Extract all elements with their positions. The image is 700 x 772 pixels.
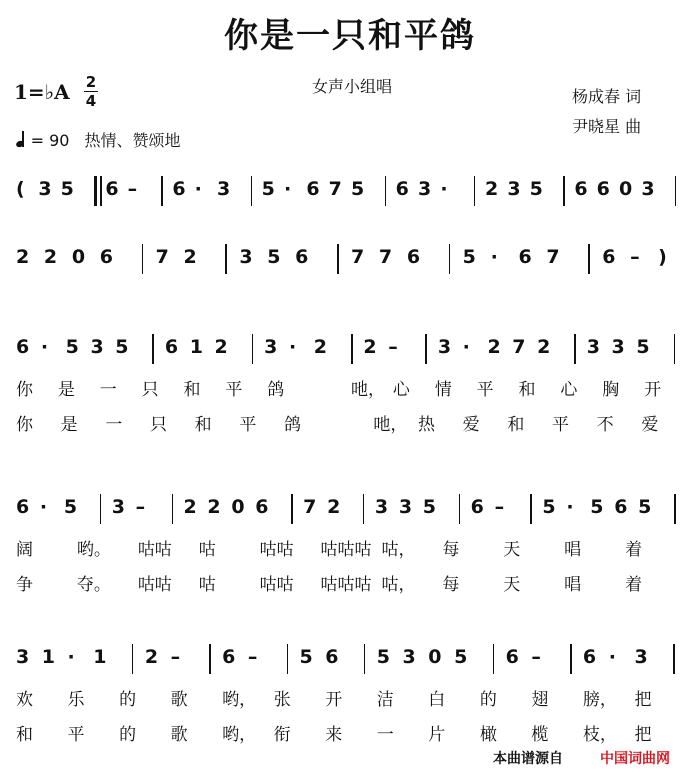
- lyric-syllable: 爱: [462, 415, 480, 435]
- lyric-syllable: 热: [418, 415, 435, 435]
- barline: [152, 334, 154, 364]
- lyric-syllable: 和: [507, 415, 525, 435]
- score-note: ·: [490, 246, 498, 268]
- score-note: 2: [16, 246, 30, 268]
- barline: [225, 244, 227, 274]
- lyricist: 杨成春 词: [572, 87, 642, 106]
- lyric-syllable: 唱: [564, 575, 582, 595]
- score-note: ·: [67, 646, 75, 668]
- score-note: 6: [172, 178, 186, 200]
- score-note: –: [388, 336, 398, 358]
- lyric-syllable: 翅: [531, 690, 549, 710]
- time-sig-bottom: 4: [85, 92, 97, 110]
- score-note: 7: [378, 246, 393, 268]
- barline: [385, 176, 387, 206]
- lyric-syllable: 吔，: [373, 415, 408, 435]
- barline: [563, 176, 565, 206]
- barline: [337, 244, 339, 274]
- score-note: 1: [93, 646, 107, 668]
- barline: [142, 244, 144, 274]
- composer: 尹晓星 曲: [572, 117, 642, 136]
- lyric-syllable: 片: [428, 725, 446, 745]
- score-note: –: [127, 178, 138, 200]
- score-note: 5: [115, 336, 129, 358]
- lyric-syllable: 每: [442, 575, 460, 595]
- score-note: 2: [313, 336, 327, 358]
- page-title: 你是一只和平鸽: [224, 16, 476, 56]
- lyric-syllable: 是: [57, 380, 75, 400]
- score-note: 2: [363, 336, 377, 358]
- score-note: –: [247, 646, 258, 668]
- lyric-syllable: 开: [644, 380, 662, 400]
- lyric-syllable: 歌: [170, 690, 188, 710]
- score-note: 2: [537, 336, 551, 358]
- score-row: [10, 640, 690, 745]
- score-note: 5: [454, 646, 468, 668]
- lyric-syllable: 一: [376, 725, 394, 745]
- barline: [100, 494, 102, 524]
- score-note: 6: [518, 246, 532, 268]
- score-note: –: [170, 646, 181, 668]
- barline: [530, 494, 532, 524]
- score-note: 0: [428, 646, 442, 668]
- score-note: ·: [39, 496, 48, 518]
- score-note: 7: [155, 246, 169, 268]
- score-note: 3: [239, 246, 253, 268]
- score-note: 5: [60, 178, 74, 200]
- lyric-syllable: 咕咕: [137, 575, 172, 595]
- score-note: 5: [299, 646, 313, 668]
- lyric-syllable: 的: [119, 690, 137, 710]
- barline: [493, 644, 495, 674]
- score-note: 3: [634, 646, 648, 668]
- score-note: 1: [41, 646, 55, 668]
- lyric-syllable: 膀，: [582, 690, 617, 710]
- lyric-syllable: 把: [634, 690, 652, 710]
- score-note: 3: [16, 646, 30, 668]
- score-note: 2: [214, 336, 228, 358]
- lyric-syllable: 天: [503, 540, 521, 560]
- barline: [449, 244, 451, 274]
- score-note: 6: [16, 336, 30, 358]
- score-note: 7: [328, 178, 342, 200]
- score-note: 3: [402, 646, 416, 668]
- score-note: 6: [255, 496, 269, 518]
- subtitle: 女声小组唱: [312, 77, 393, 96]
- score-note: 3: [611, 336, 625, 358]
- barline: [132, 644, 134, 674]
- time-sig-top: 2: [85, 73, 97, 91]
- score-note: 5: [590, 496, 604, 518]
- score-note: –: [630, 246, 640, 268]
- key-signature: 1=♭A: [14, 80, 70, 104]
- lyric-syllable: 咕咕: [259, 575, 294, 595]
- score-note: 5: [63, 496, 78, 518]
- lyric-syllable: 平: [552, 415, 569, 435]
- lyric-syllable: 咕: [198, 540, 216, 560]
- lyric-syllable: 心: [560, 380, 578, 400]
- score-note: 0: [231, 496, 245, 518]
- barline: [252, 334, 254, 364]
- barline: [363, 494, 365, 524]
- score-note: 6: [574, 178, 588, 200]
- lyric-syllable: 乐: [67, 690, 85, 710]
- barline: [100, 176, 102, 206]
- score-row: [10, 172, 690, 212]
- score-note: ·: [194, 178, 202, 200]
- score-note: 2: [487, 336, 501, 358]
- score-note: 2: [43, 246, 58, 268]
- barline: [172, 494, 174, 524]
- score-note: 7: [351, 246, 365, 268]
- score-note: 6: [406, 246, 421, 268]
- barline: [291, 494, 293, 524]
- lyric-syllable: 把: [634, 725, 652, 745]
- lyric-syllable: 一: [99, 380, 117, 400]
- lyric-syllable: 只: [141, 380, 159, 400]
- score-note: 0: [619, 178, 633, 200]
- score-note: 5: [351, 178, 365, 200]
- score-note: 3: [418, 178, 432, 200]
- score-note: 5: [261, 178, 275, 200]
- lyric-syllable: 和: [183, 380, 201, 400]
- score-note: 6: [295, 246, 309, 268]
- lyric-syllable: 咕咕咕: [320, 575, 372, 595]
- lyric-syllable: 欢: [16, 690, 33, 710]
- score-note: 6: [306, 178, 320, 200]
- score-note: 6: [105, 178, 119, 200]
- lyric-syllable: 橄: [479, 725, 497, 745]
- score-row: [10, 240, 690, 280]
- barline: [161, 176, 163, 206]
- score-note: ·: [288, 336, 297, 358]
- score-note: 3: [264, 336, 278, 358]
- barline: [674, 494, 676, 524]
- score-note: 7: [512, 336, 526, 358]
- lyric-syllable: 的: [479, 690, 497, 710]
- lyric-syllable: 咕咕: [259, 540, 294, 560]
- score-note: 5: [542, 496, 556, 518]
- score-note: 2: [183, 496, 197, 518]
- lyric-syllable: 夺。: [76, 575, 111, 595]
- score-note: 5: [267, 246, 281, 268]
- score-note: 5: [638, 496, 652, 518]
- score-note: 6: [16, 496, 30, 518]
- lyric-syllable: 白: [428, 690, 446, 710]
- barline: [673, 644, 675, 674]
- score-note: 5: [65, 336, 79, 358]
- tempo-value: = 90: [30, 131, 70, 150]
- barline: [94, 176, 97, 206]
- lyric-syllable: 是: [60, 415, 78, 435]
- lyric-syllable: 张: [273, 690, 291, 710]
- lyric-syllable: 每: [442, 540, 460, 560]
- score-note: 6: [596, 178, 610, 200]
- score-note: 3: [398, 496, 413, 518]
- score-note: 6: [582, 646, 597, 668]
- score-note: –: [494, 496, 505, 518]
- lyric-syllable: 着: [625, 540, 643, 560]
- score-note: ·: [284, 178, 292, 200]
- lyric-syllable: 天: [503, 575, 521, 595]
- score-note: 7: [303, 496, 317, 518]
- lyric-syllable: 只: [150, 415, 167, 435]
- lyric-syllable: 唱: [564, 540, 582, 560]
- lyric-syllable: 来: [325, 725, 343, 745]
- barline: [351, 334, 353, 364]
- barline: [474, 176, 476, 206]
- barline: [574, 334, 576, 364]
- lyric-syllable: 的: [119, 725, 137, 745]
- lyric-syllable: 阔: [16, 540, 33, 560]
- score-note: 6: [222, 646, 236, 668]
- score-note: 6: [395, 178, 409, 200]
- lyric-syllable: 鸽: [284, 415, 301, 435]
- score-note: –: [135, 496, 146, 518]
- lyric-syllable: 平: [239, 415, 257, 435]
- lyric-syllable: 情: [434, 380, 452, 400]
- score-note: 3: [586, 336, 600, 358]
- tempo-text: 热情、赞颂地: [84, 131, 181, 150]
- score-note: 6: [99, 246, 113, 268]
- score-note: 3: [374, 496, 389, 518]
- barline: [209, 644, 211, 674]
- lyric-syllable: 平: [225, 380, 243, 400]
- lyric-syllable: 咕: [198, 575, 216, 595]
- footer-site: 中国词曲网: [600, 751, 670, 767]
- lyric-syllable: 洁: [376, 690, 394, 710]
- footer-source: 本曲谱源自: [493, 751, 563, 767]
- score-note: 2: [207, 496, 221, 518]
- score-row: [10, 490, 690, 595]
- score-note: 3: [217, 178, 231, 200]
- score-note: 1: [189, 336, 203, 358]
- barline: [588, 244, 590, 274]
- lyric-syllable: 咕，: [381, 540, 416, 560]
- lyric-syllable: 和: [194, 415, 212, 435]
- score-note: 2: [327, 496, 341, 518]
- lyric-syllable: 哟，: [222, 690, 257, 710]
- lyric-syllable: 衔: [273, 725, 291, 745]
- score-note: ·: [440, 178, 448, 200]
- lyric-syllable: 一: [105, 415, 123, 435]
- score-note: 2: [144, 646, 159, 668]
- score-note: 2: [183, 246, 197, 268]
- score-note: 7: [546, 246, 560, 268]
- lyric-syllable: 枝，: [582, 725, 617, 745]
- lyric-syllable: 爱: [641, 415, 659, 435]
- lyric-syllable: 开: [325, 690, 343, 710]
- barline: [287, 644, 289, 674]
- score-note: 6: [602, 246, 616, 268]
- score-note: 6: [470, 496, 484, 518]
- score-note: 5: [422, 496, 437, 518]
- score-note: 5: [636, 336, 650, 358]
- score-note: 5: [529, 178, 543, 200]
- score-note: ): [658, 246, 667, 268]
- barline: [251, 176, 253, 206]
- score-note: 2: [485, 178, 499, 200]
- score-note: 3: [90, 336, 104, 358]
- lyric-syllable: 你: [16, 380, 33, 400]
- score-note: ·: [40, 336, 49, 358]
- barline: [364, 644, 366, 674]
- barline: [674, 334, 676, 364]
- barline: [675, 176, 677, 206]
- lyric-syllable: 着: [625, 575, 643, 595]
- lyric-syllable: 哟，: [222, 725, 257, 745]
- lyric-syllable: 歌: [170, 725, 188, 745]
- tempo-marking: [16, 128, 181, 151]
- lyric-syllable: 你: [16, 415, 33, 435]
- score-note: 3: [38, 178, 52, 200]
- lyric-syllable: 咕咕咕: [320, 540, 372, 560]
- lyric-syllable: 和: [16, 725, 33, 745]
- score-note: 3: [507, 178, 521, 200]
- lyric-syllable: 争: [16, 575, 33, 595]
- score-note: 3: [437, 336, 452, 358]
- score-note: 6: [325, 646, 339, 668]
- score-note: 3: [641, 178, 655, 200]
- score-note: –: [531, 646, 541, 668]
- lyric-syllable: 咕咕: [137, 540, 172, 560]
- barline: [459, 494, 461, 524]
- score-note: 6: [164, 336, 179, 358]
- lyric-syllable: 榄: [531, 725, 549, 745]
- lyric-syllable: 咕，: [381, 575, 416, 595]
- score-note: (: [16, 178, 25, 200]
- time-signature: [84, 74, 98, 109]
- score-row: [10, 330, 690, 435]
- lyric-syllable: 胸: [602, 380, 620, 400]
- score-note: 0: [71, 246, 86, 268]
- lyric-syllable: 不: [596, 415, 614, 435]
- score-note: 6: [505, 646, 519, 668]
- lyric-syllable: 哟。: [76, 540, 111, 560]
- barline: [425, 334, 427, 364]
- score-note: 6: [614, 496, 628, 518]
- score-note: ·: [462, 336, 470, 358]
- lyric-syllable: 平: [476, 380, 494, 400]
- lyric-syllable: 吔，: [351, 380, 385, 400]
- score-note: ·: [566, 496, 574, 518]
- score-note: 5: [462, 246, 476, 268]
- lyric-syllable: 心: [392, 380, 410, 400]
- score-note: ·: [608, 646, 616, 668]
- lyric-syllable: 平: [67, 725, 85, 745]
- score-note: 3: [111, 496, 125, 518]
- barline: [570, 644, 572, 674]
- lyric-syllable: 和: [518, 380, 536, 400]
- lyric-syllable: 鸽: [267, 380, 285, 400]
- score-note: 5: [376, 646, 390, 668]
